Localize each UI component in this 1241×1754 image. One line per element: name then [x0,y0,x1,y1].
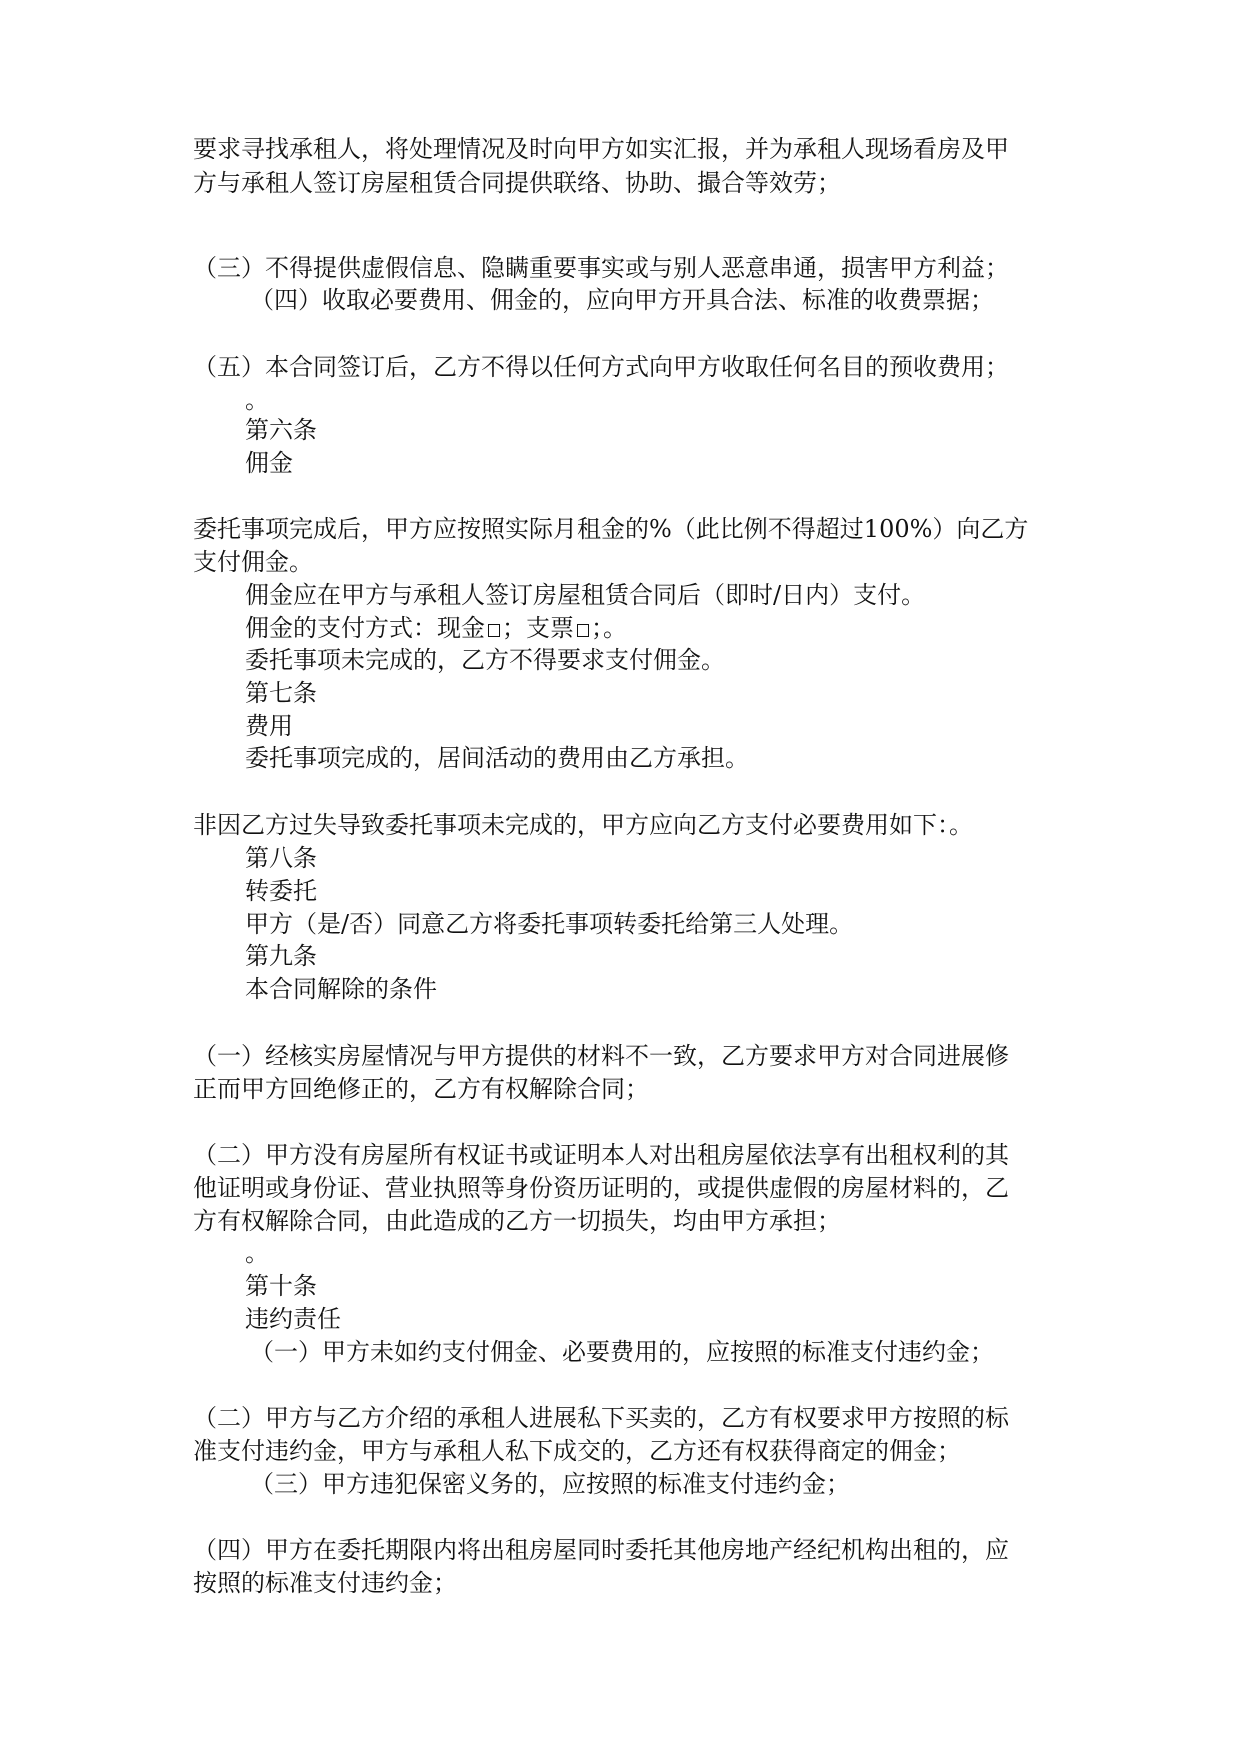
article-heading: 第六条 [245,416,317,444]
paragraph-line: （一）经核实房屋情况与甲方提供的材料不一致，乙方要求甲方对合同进展修 [193,1042,1009,1070]
paragraph-line: 佣金应在甲方与承租人签订房屋租赁合同后（即时/日内）支付。 [245,581,926,609]
article-heading: 第十条 [245,1272,317,1300]
paragraph-line: （一）甲方未如约支付佣金、必要费用的，应按照的标准支付违约金； [250,1338,994,1366]
paragraph-line: 。 [245,386,269,414]
paragraph-line: 方与承租人签订房屋租赁合同提供联络、协助、撮合等效劳； [193,169,841,197]
paragraph-line: （二）甲方与乙方介绍的承租人进展私下买卖的，乙方有权要求甲方按照的标 [193,1404,1009,1432]
payment-method-label: 佣金的支付方式： [245,614,437,642]
paragraph-line: 委托事项完成后，甲方应按照实际月租金的%（此比例不得超过100%）向乙方 [193,515,1029,543]
paragraph-line: 他证明或身份证、营业执照等身份资历证明的，或提供虚假的房屋材料的，乙 [193,1174,1009,1202]
article-title: 佣金 [245,449,293,477]
paragraph-line: 要求寻找承租人，将处理情况及时向甲方如实汇报，并为承租人现场看房及甲 [193,135,1009,163]
paragraph-line: 甲方（是/否）同意乙方将委托事项转委托给第三人处理。 [245,910,854,938]
article-heading: 第九条 [245,942,317,970]
paragraph-line: 委托事项未完成的，乙方不得要求支付佣金。 [245,646,725,674]
paragraph-line: 方有权解除合同，由此造成的乙方一切损失，均由甲方承担； [193,1207,841,1235]
article-title: 本合同解除的条件 [245,975,437,1003]
article-title: 转委托 [245,877,317,905]
paragraph-line: （五）本合同签订后，乙方不得以任何方式向甲方收取任何名目的预收费用； [193,353,1009,381]
check-checkbox[interactable] [577,624,589,637]
paragraph-line: （四）甲方在委托期限内将出租房屋同时委托其他房地产经纪机构出租的，应 [193,1536,1009,1564]
paragraph-line: （三）不得提供虚假信息、隐瞒重要事实或与别人恶意串通，损害甲方利益； [193,254,1009,282]
paragraph-line: 支付佣金。 [193,548,313,576]
paragraph-line: 委托事项完成的，居间活动的费用由乙方承担。 [245,744,749,772]
article-heading: 第七条 [245,679,317,707]
paragraph-line: （二）甲方没有房屋所有权证书或证明本人对出租房屋依法享有出租权利的其 [193,1141,1009,1169]
paragraph-line: （三）甲方违犯保密义务的，应按照的标准支付违约金； [250,1470,850,1498]
separator: ； [502,614,526,642]
separator: ；。 [591,614,627,642]
cash-checkbox[interactable] [488,624,500,637]
article-title: 费用 [245,712,293,740]
paragraph-line: 准支付违约金，甲方与承租人私下成交的，乙方还有权获得商定的佣金； [193,1437,961,1465]
paragraph-line: 正而甲方回绝修正的，乙方有权解除合同； [193,1075,649,1103]
paragraph-line: 按照的标准支付违约金； [193,1569,457,1597]
paragraph-line: 。 [245,1239,269,1267]
payment-check-label: 支票 [526,614,574,642]
payment-cash-label: 现金 [437,614,485,642]
paragraph-line: 非因乙方过失导致委托事项未完成的，甲方应向乙方支付必要费用如下：。 [193,811,973,839]
paragraph-line: （四）收取必要费用、佣金的，应向甲方开具合法、标准的收费票据； [250,286,994,314]
article-title: 违约责任 [245,1305,341,1333]
payment-method-line [245,611,627,645]
article-heading: 第八条 [245,844,317,872]
